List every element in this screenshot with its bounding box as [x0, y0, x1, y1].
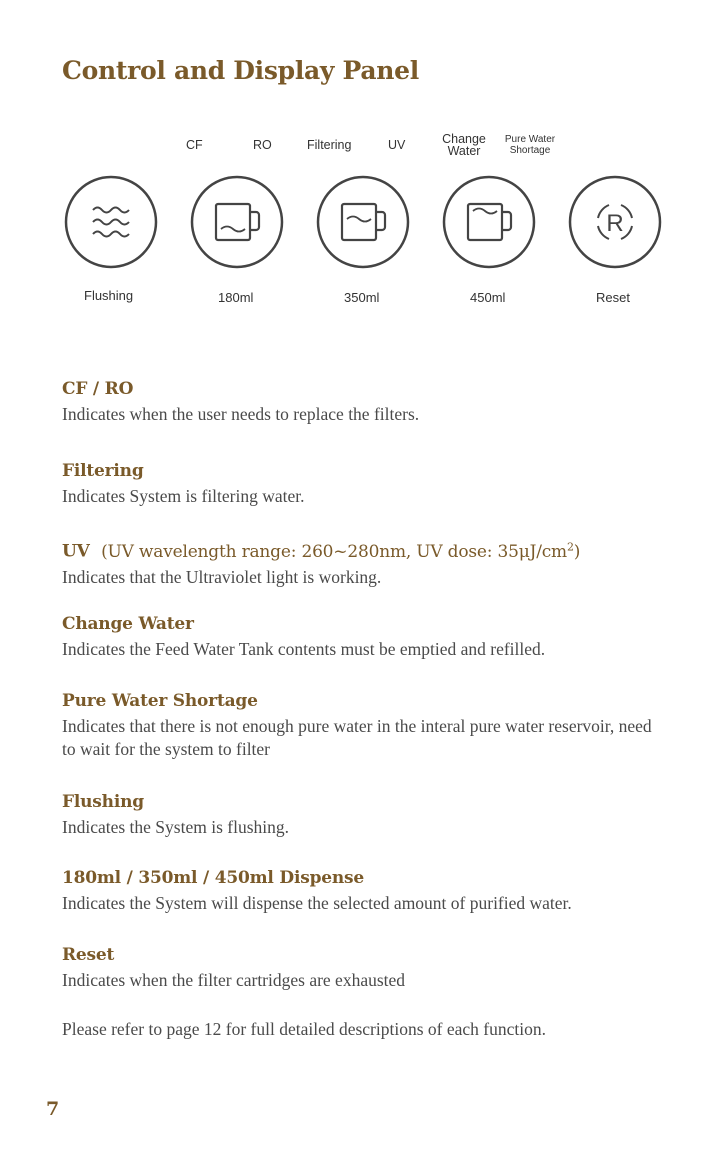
ml350-label: 350ml [344, 290, 380, 305]
dispense-350ml-button[interactable] [315, 174, 411, 270]
indicator-pure-water-shortage [500, 134, 560, 156]
uv-note-close: ) [573, 541, 581, 562]
section-heading: Reset [62, 945, 115, 965]
ml450-label: 450ml [470, 290, 506, 305]
section-flushing [62, 791, 682, 839]
section-body: Indicates that the Ultraviolet light is working. [62, 566, 382, 587]
reset-button[interactable] [567, 174, 663, 270]
section-body: Indicates the Feed Water Tank contents must be emptied and refilled. [62, 639, 546, 659]
section-heading: Change Water [62, 614, 194, 634]
flushing-button[interactable] [63, 174, 159, 270]
section-reset [62, 944, 682, 992]
section-heading: 180ml / 350ml / 450ml Dispense [62, 868, 365, 888]
uv-note [101, 542, 580, 562]
cup-medium-icon [315, 174, 411, 270]
flushing-icon [63, 174, 159, 270]
reset-label: Reset [596, 290, 630, 305]
section-heading: CF / RO [62, 379, 134, 399]
section-heading: Pure Water Shortage [62, 691, 258, 711]
page-title: Control and Display Panel [62, 56, 419, 85]
ml180-label: 180ml [218, 290, 254, 305]
indicator-filtering: Filtering [307, 138, 352, 152]
reset-icon [567, 174, 663, 270]
section-body: Indicates when the filter cartridges are exhausted [62, 970, 406, 990]
section-heading [62, 536, 682, 563]
section-cf-ro [62, 378, 682, 426]
uv-note-sup: 2 [566, 540, 574, 553]
uv-note-text: (UV wavelength range: 260~280nm, UV dose: 35μJ/cm [101, 541, 567, 562]
indicator-ro: RO [253, 138, 272, 152]
section-body: Indicates System is filtering water. [62, 486, 305, 506]
section-body: Indicates the System will dispense the selected amount of purified water. [62, 893, 572, 913]
page-number: 7 [46, 1098, 60, 1120]
cup-small-icon [189, 174, 285, 270]
indicator-change-water [438, 133, 490, 157]
flushing-label: Flushing [84, 288, 134, 303]
indicator-uv: UV [388, 138, 406, 152]
dispense-180ml-button[interactable] [189, 174, 285, 270]
footer-note: Please refer to page 12 for full detailed descriptions of each function. [62, 1019, 546, 1039]
indicator-change-water-line1: Change [442, 132, 486, 146]
uv-heading: UV [62, 541, 90, 562]
section-body: Indicates when the user needs to replace the filters. [62, 404, 420, 424]
indicator-pure-water-line2: Shortage [509, 145, 551, 156]
cup-large-icon [441, 174, 537, 270]
section-body: Indicates that there is not enough pure water in the interal pure water reservoir, need to wait for the system to filter [62, 716, 652, 759]
section-heading: Filtering [62, 461, 144, 481]
indicator-pure-water-line1: Pure Water [504, 134, 556, 145]
dispense-450ml-button[interactable] [441, 174, 537, 270]
reset-glyph: R [606, 210, 624, 237]
section-pure-water-shortage [62, 690, 682, 761]
indicator-change-water-line2: Water [447, 144, 481, 158]
section-uv [62, 536, 682, 589]
section-dispense [62, 867, 682, 915]
indicator-cf: CF [186, 138, 203, 152]
section-body: Indicates the System is flushing. [62, 817, 289, 837]
section-heading: Flushing [62, 792, 144, 812]
section-filtering [62, 460, 682, 508]
section-change-water [62, 613, 682, 661]
